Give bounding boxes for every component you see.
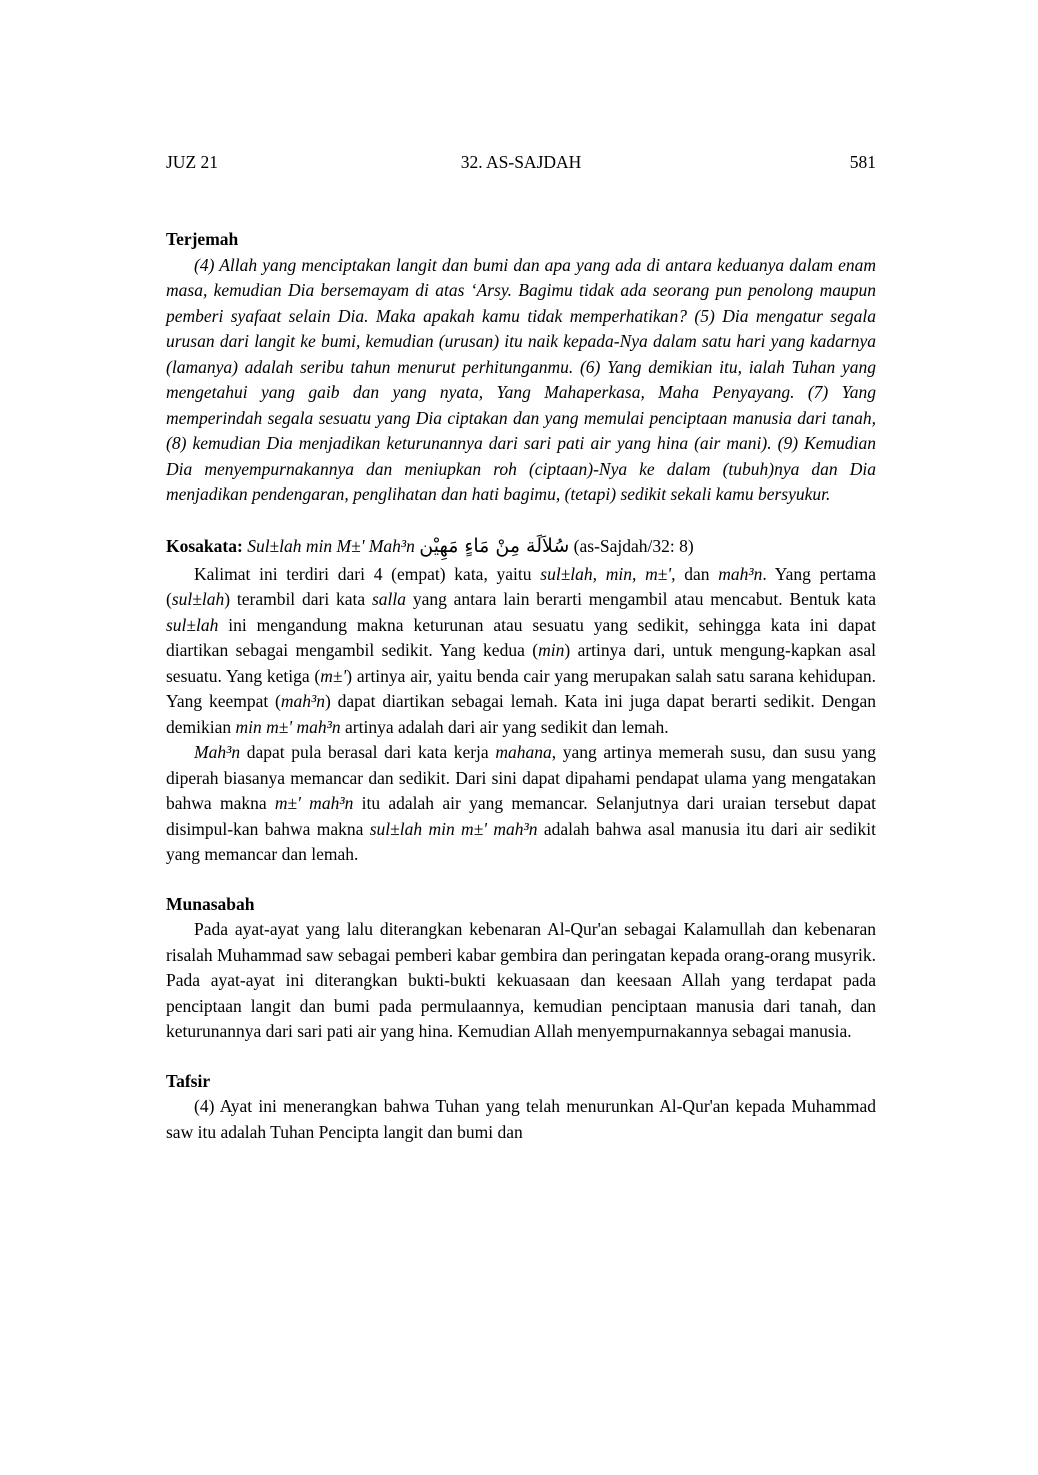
munasabah-paragraph: Pada ayat-ayat yang lalu diterangkan kebenaran Al-Qur'an sebagai Kalamullah dan kebenaran risalah Muhammad saw sebagai pemberi kabar gembira dan peringatan kepada orang-orang musyrik. Pada ayat-ayat ini diterangkan bukti-bukti kekuasaan dan keesaan Allah yang terdapat pada penciptaan langit dan bumi pada permulaannya, kemudian penciptaan manusia dari tanah, dan keturunannya dari sari pati air yang hina. Kemudian Allah menyempurnakannya sebagai manusia. <box>166 919 876 1041</box>
munasabah-heading: Munasabah <box>166 893 255 914</box>
terjemah-heading: Terjemah <box>166 229 239 249</box>
terjemah-paragraph: (4) Allah yang menciptakan langit dan bumi dan apa yang ada di antara keduanya dalam enam masa, kemudian Dia bersemayam di atas ‘Arsy. Bagimu tidak ada seorang pun penolong maupun pemberi syafaat selain Dia. Maka apakah kamu tidak memperhatikan? (5) Dia mengatur segala urusan dari langit ke bumi, kemudian (urusan) itu naik kepada-Nya dalam satu hari yang kadarnya (lamanya) adalah seribu tahun menurut perhitunganmu. (6) Yang demikian itu, ialah Tuhan yang mengetahui yang gaib dan yang nyata, Yang Mahaperkasa, Maha Penyayang. (7) Yang memperindah segala sesuatu yang Dia ciptakan dan yang memulai penciptaan manusia dari tanah, (8) kemudian Dia menjadikan keturunannya dari sari pati air yang hina (air mani). (9) Kemudian Dia menyempurnakannya dan meniupkan roh (ciptaan)-Nya ke dalam (tubuh)nya dan Dia menjadikan pendengaran, penglihatan dan hati bagimu, (tetapi) sedikit sekali kamu bersyukur. <box>166 254 876 504</box>
page-number: 581 <box>849 152 876 172</box>
page-header <box>166 150 876 176</box>
section-kosakata <box>166 530 876 868</box>
kosakata-title-line: Kosakata: Sul±lah min M±' Mah³n سُلاَلَة مِنْ مَاءٍ مَهِيْن (as-Sajdah/32: 8) <box>166 534 694 557</box>
kosakata-paragraph-2: Mah³n dapat pula berasal dari kata kerja mahana, yang artinya memerah susu, dan susu yang diperah biasanya memancar dan sedikit. Dari sini dapat dipahami pendapat ulama yang mengatakan bahwa makna m±' mah³n itu adalah air yang memancar. Selanjutnya dari uraian tersebut dapat disimpul-kan bahwa makna sul±lah min m±' mah³n adalah bahwa asal manusia itu dari air sedikit yang memancar dan lemah. <box>166 742 877 864</box>
section-munasabah <box>166 892 876 1045</box>
tafsir-heading: Tafsir <box>166 1070 211 1091</box>
surah-title: 32. AS-SAJDAH <box>460 152 582 172</box>
tafsir-paragraph: (4) Ayat ini menerangkan bahwa Tuhan yang telah menurunkan Al-Qur'an kepada Muhammad saw itu adalah Tuhan Pencipta langit dan bumi dan <box>166 1096 876 1142</box>
section-tafsir <box>166 1069 876 1146</box>
kosakata-paragraph-1: Kalimat ini terdiri dari 4 (empat) kata, yaitu sul±lah, min, m±', dan mah³n. Yang pertama (sul±lah) terambil dari kata salla yang antara lain berarti mengambil atau mencabut. Bentuk kata sul±lah ini mengandung makna keturunan atau sesuatu yang sedikit, sehingga kata ini dapat diartikan sebagai mengambil sedikit. Yang kedua (min) artinya dari, untuk mengung-kapkan asal sesuatu. Yang ketiga (m±') artinya air, yaitu benda cair yang merupakan salah satu sarana kehidupan. Yang keempat (mah³n) dapat diartikan sebagai lemah. Kata ini juga dapat berarti sedikit. Dengan demikian min m±' mah³n artinya adalah dari air yang sedikit dan lemah. <box>166 563 877 737</box>
page-body <box>166 227 876 1145</box>
juz-label: JUZ 21 <box>166 152 219 172</box>
section-terjemah <box>166 227 876 508</box>
